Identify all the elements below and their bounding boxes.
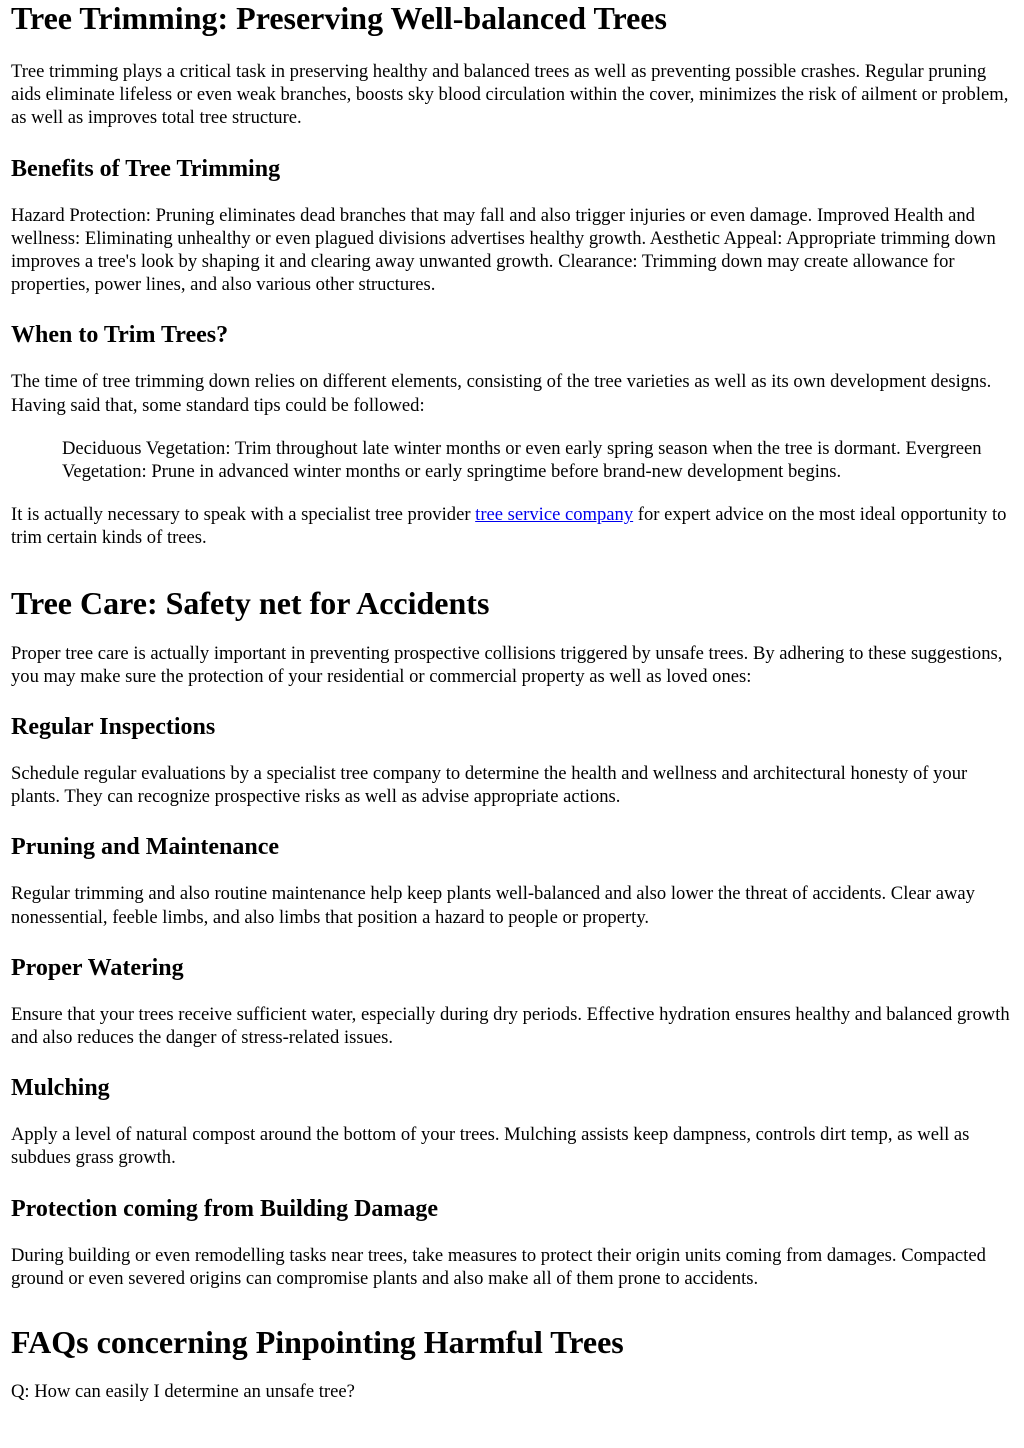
inspections-paragraph: Schedule regular evaluations by a specialist tree company to determine the health and wellness and architectural honesty of your plants. They can recognize prospective risks as well as advise appropriate actions. xyxy=(11,763,968,808)
protection-heading: Protection coming from Building Damage xyxy=(11,1195,439,1222)
trimming-tips-quote: Deciduous Vegetation: Trim throughout late winter months or even early spring season when the tree is dormant. Evergreen Vegetation: Prune in advanced winter months or early springtime before brand-new development begins. xyxy=(62,437,982,483)
when-heading: When to Trim Trees? xyxy=(11,322,229,349)
tree-care-title: Tree Care: Safety net for Accidents xyxy=(11,584,490,621)
pruning-paragraph: Regular trimming and also routine maintenance help keep plants well-balanced and also lower the threat of accidents. Clear away nonessential, feeble limbs, and also limbs that position a hazard to people or property. xyxy=(11,883,975,928)
watering-heading: Proper Watering xyxy=(11,954,184,981)
benefits-heading: Benefits of Tree Trimming xyxy=(11,155,281,182)
advice-paragraph xyxy=(11,503,1012,549)
benefits-paragraph: Hazard Protection: Pruning eliminates dead branches that may fall and also trigger injuries or even damage. Improved Health and wellness: Eliminating unhealthy or even plagued divisions advertises healthy growth. Aesthetic Appeal: Appropriate trimming down improves a tree's look by shaping it and clearing away unwanted growth. Clearance: Trimming down may create allowance for properties, power lines, and also various other structures. xyxy=(11,204,996,296)
watering-paragraph: Ensure that your trees receive sufficient water, especially during dry periods. Effective hydration ensures healthy and balanced growth and also reduces the danger of stress-related issues. xyxy=(11,1003,1010,1049)
mulching-heading: Mulching xyxy=(11,1075,110,1102)
pruning-heading: Pruning and Maintenance xyxy=(11,834,280,861)
faq-question: Q: How can easily I determine an unsafe tree? xyxy=(11,1381,355,1403)
page-title: Tree Trimming: Preserving Well-balanced Trees xyxy=(11,0,667,36)
tree-care-intro: Proper tree care is actually important in preventing prospective collisions triggered by unsafe trees. By adhering to these suggestions, you may make sure the protection of your residential or commercial property as well as loved ones: xyxy=(11,642,1003,687)
tree-service-link[interactable]: tree service company xyxy=(475,504,634,526)
advice-text-end: for expert advice on the most ideal opportunity to trim certain kinds of trees. xyxy=(11,504,1007,549)
mulching-paragraph: Apply a level of natural compost around the bottom of your trees. Mulching assists keep dampness, controls dirt temp, as well as subdues grass growth. xyxy=(11,1124,970,1169)
intro-paragraph: Tree trimming plays a critical task in preserving healthy and balanced trees as well as preventing possible crashes. Regular pruning aids eliminate lifeless or even weak branches, boosts sky blood circulation within the cover, minimizes the risk of ailment or problem, as well as improves total tree structure. xyxy=(11,61,1009,129)
protection-paragraph: During building or even remodelling tasks near trees, take measures to protect their origin units coming from damages. Compacted ground or even severed origins can compromise plants and also make all of them prone to accidents. xyxy=(11,1244,986,1289)
faq-title: FAQs concerning Pinpointing Harmful Trees xyxy=(11,1324,624,1361)
advice-text-start: It is actually necessary to speak with a specialist tree provider xyxy=(11,504,476,526)
inspections-heading: Regular Inspections xyxy=(11,714,216,741)
when-paragraph: The time of tree trimming down relies on different elements, consisting of the tree varieties as well as its own development designs. Having said that, some standard tips could be followed: xyxy=(11,371,992,416)
